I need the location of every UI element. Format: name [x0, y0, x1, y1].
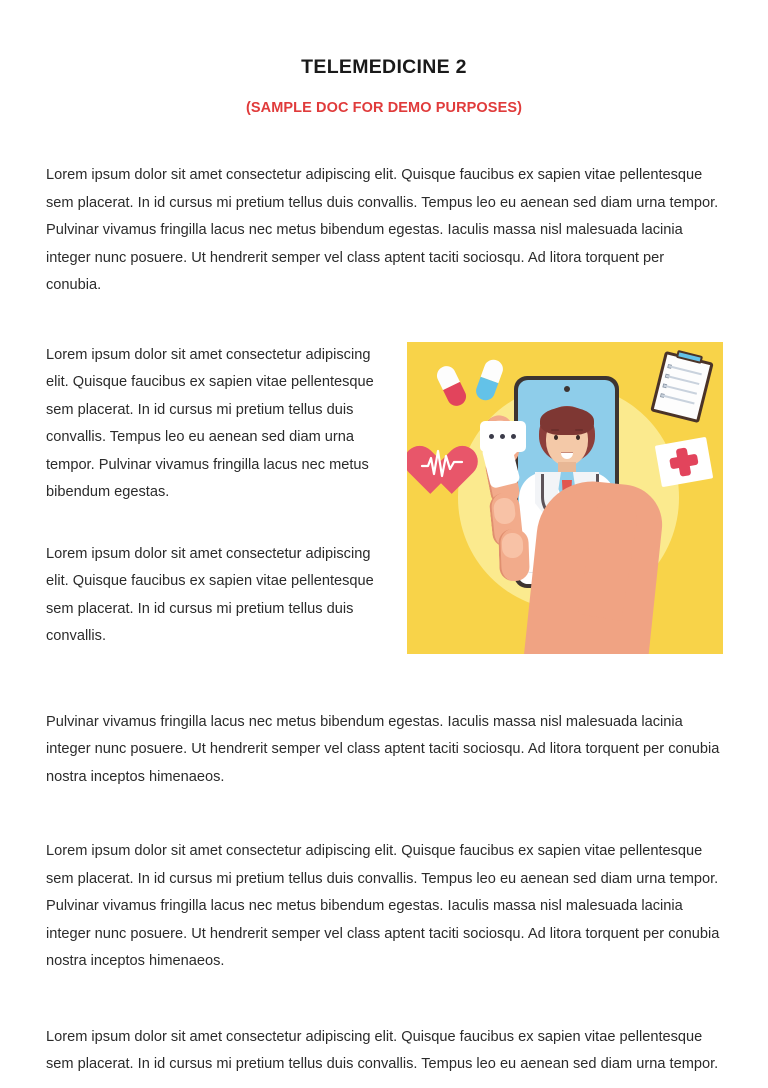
capsule-pill-blue-icon — [473, 357, 505, 403]
front-camera-icon — [564, 386, 570, 392]
typing-dot — [511, 434, 516, 439]
heart-ecg-icon — [415, 438, 469, 488]
ecg-line — [415, 438, 469, 488]
paragraph-3: Lorem ipsum dolor sit amet consectetur adipiscing elit. Quisque faucibus ex sapien vitae pellentesque sem placerat. In id cursus mi pretium tellus duis convallis. — [46, 545, 374, 644]
clipboard-board — [650, 350, 714, 422]
telemedicine-illustration — [407, 342, 723, 654]
paragraph-1: Lorem ipsum dolor sit amet consectetur adipiscing elit. Quisque faucibus ex sapien vitae pellentesque sem placerat. In id cursus mi pretium tellus duis convallis. Tempus leo eu aenean sed diam urna tempor. Pulvinar vivamus fringilla lacus nec metus bibendum egestas. Iaculis massa nisl malesuada lacinia integer nunc posuere. Ut hendrerit semper vel class aptent taciti sociosqu. Ad litora torquent per conubia. — [46, 167, 719, 293]
page-subtitle: (SAMPLE DOC FOR DEMO PURPOSES) — [245, 100, 523, 116]
chat-bubble-icon — [480, 421, 526, 452]
typing-dots — [480, 421, 526, 452]
typing-dot — [500, 434, 505, 439]
clipboard-checklist-icon — [650, 350, 714, 422]
paragraph-6: Lorem ipsum dolor sit amet consectetur adipiscing elit. Quisque faucibus ex sapien vitae pellentesque sem placerat. In id cursus mi pretium tellus duis convallis. Tempus leo eu aenean sed diam urna tempor. — [46, 1028, 719, 1072]
first-aid-cross-icon — [655, 437, 714, 487]
paragraph-5: Lorem ipsum dolor sit amet consectetur adipiscing elit. Quisque faucibus ex sapien vitae pellentesque sem placerat. In id cursus mi pretium tellus duis convallis. Tempus leo eu aenean sed diam urna tempor. Pulvinar vivamus fringilla lacus nec metus bibendum egestas. Iaculis massa nisl malesuada lacinia integer nunc posuere. Ut hendrerit semper vel class aptent taciti sociosqu. Ad litora torquent per conubia nostra inceptos himenaeos. — [46, 843, 720, 969]
doctor-eyebrow-right — [575, 429, 583, 431]
text-and-figure-block — [46, 342, 722, 662]
paragraph-2: Lorem ipsum dolor sit amet consectetur adipiscing elit. Quisque faucibus ex sapien vitae pellentesque sem placerat. In id cursus mi pretium tellus duis convallis. Tempus leo eu aenean sed diam urna tempor. Pulvinar vivamus fringilla lacus nec metus bibendum egestas. — [46, 346, 374, 500]
paragraph-4: Pulvinar vivamus fringilla lacus nec metus bibendum egestas. Iaculis massa nisl malesuada lacinia integer nunc posuere. Ut hendrerit semper vel class aptent taciti sociosqu. Ad litora torquent per conubia nostra inceptos himenaeos. — [46, 713, 720, 785]
fingertip — [501, 533, 523, 559]
doctor-eye-left — [554, 435, 558, 440]
left-text-column — [46, 342, 394, 651]
page-title: TELEMEDICINE 2 — [301, 56, 467, 78]
illustration-canvas — [407, 342, 723, 654]
typing-dot — [489, 434, 494, 439]
capsule-pill-red-icon — [434, 363, 469, 409]
doctor-eyebrow-left — [551, 429, 559, 431]
doctor-eye-right — [576, 435, 580, 440]
doctor-hair-front — [540, 407, 594, 435]
